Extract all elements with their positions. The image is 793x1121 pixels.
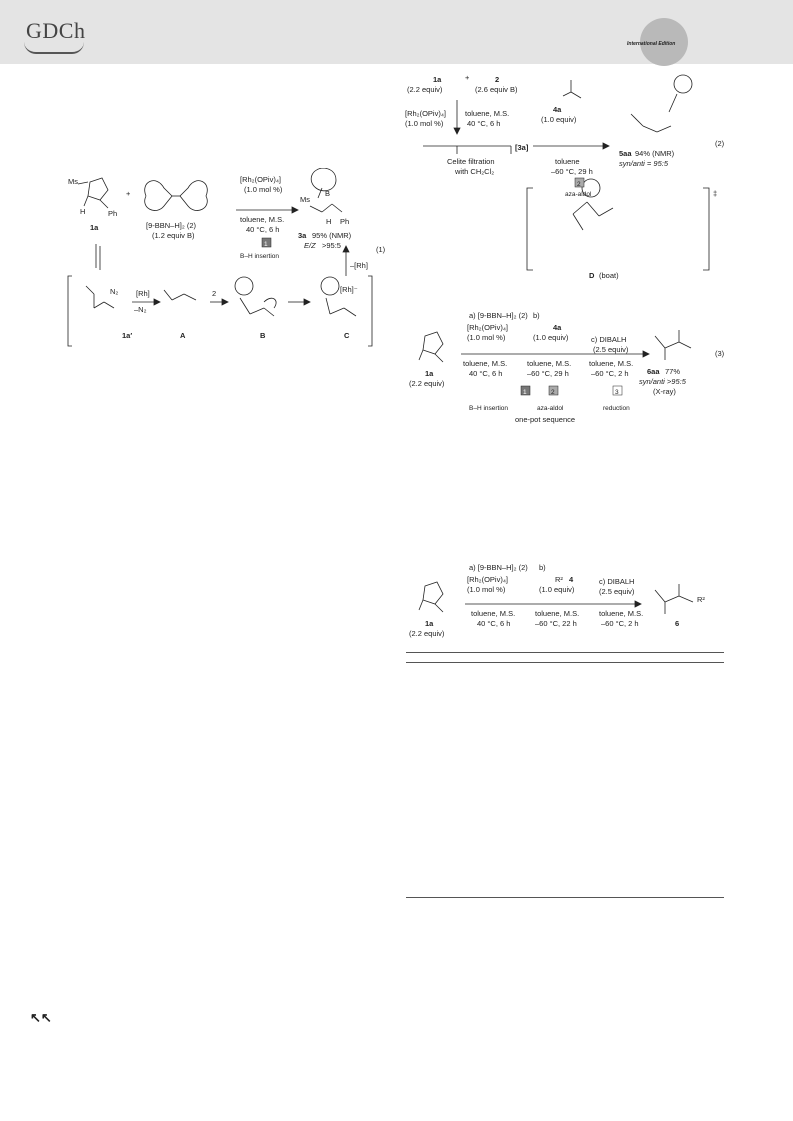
step-label-aza-aldol: aza-aldol: [565, 191, 592, 198]
table-bottom-rule: [406, 897, 724, 898]
rh-label: [Rh]: [136, 289, 150, 298]
cond-c-solvent: toluene, M.S.: [589, 359, 634, 368]
step-a-label: a) [9-BBN–H]₂ (2): [469, 563, 528, 572]
badge-1-label: B–H insertion: [469, 405, 509, 412]
compound-1a-label: 1a: [90, 223, 99, 232]
solvent-label: toluene, M.S.: [240, 215, 285, 224]
catalyst-loading: (1.0 mol %): [244, 185, 283, 194]
intermediate-a-label: A: [180, 331, 186, 340]
minus-rh-label: –[Rh]: [350, 261, 368, 270]
catalyst-label: [Rh₂(OPiv)₄]: [405, 109, 446, 118]
condition-toluene: toluene: [555, 157, 580, 166]
intermediate-3a: [3a]: [515, 143, 529, 152]
cond-b-solvent: toluene, M.S.: [527, 359, 572, 368]
edition-label: International Edition: [627, 41, 676, 47]
cond-c-temp: –60 °C, 2 h: [591, 369, 629, 378]
equation-number-1: (1): [376, 245, 386, 254]
intermediate-c-label: C: [344, 331, 350, 340]
cond-a-solvent: toluene, M.S.: [471, 609, 516, 618]
aldehyde-equiv: (1.0 equiv): [539, 585, 575, 594]
workup-solvent: with CH₂Cl₂: [455, 167, 495, 176]
gdch-logo-swoosh: [24, 42, 84, 54]
ez-ratio: >95:5: [322, 241, 341, 250]
product-ph-label: Ph: [340, 217, 350, 226]
step-b-label: b): [539, 563, 546, 572]
ts-dagger: ‡: [713, 189, 718, 198]
table-top-rule: [406, 652, 724, 653]
reagent-2-label: 2: [495, 75, 500, 84]
sm-1a-label: 1a: [425, 369, 434, 378]
aldehyde-4-label: 4: [569, 575, 574, 584]
product-r2-label: R²: [697, 595, 705, 604]
sm-1a-equiv: (2.2 equiv): [409, 379, 445, 388]
product-6-label: 6: [675, 619, 680, 628]
temperature-label: 40 °C, 6 h: [246, 225, 280, 234]
catalyst-label: [Rh₂(OPiv)₄]: [240, 175, 281, 184]
cond-c-temp: –60 °C, 2 h: [601, 619, 639, 628]
condition-solvent: toluene, M.S.: [465, 109, 510, 118]
sm-1a-equiv: (2.2 equiv): [409, 629, 445, 638]
sm-1a-label: 1a: [425, 619, 434, 628]
aldehyde-r2-label: R²: [555, 575, 563, 584]
compound-1a-prime-label: 1a′: [122, 331, 133, 340]
condition-temp-low: –60 °C, 29 h: [551, 167, 593, 176]
reagent-2-equiv: (2.6 equiv B): [475, 85, 518, 94]
cond-b-temp: –60 °C, 22 h: [535, 619, 577, 628]
cond-a-temp: 40 °C, 6 h: [477, 619, 511, 628]
n2-label: N₂: [110, 287, 119, 296]
equation-number-2: (2): [715, 139, 725, 148]
product-5aa-label: 5aa: [619, 149, 632, 158]
plus-sign: +: [465, 73, 470, 82]
minus-n2-label: –N₂: [134, 305, 147, 314]
product-5aa-dr: syn/anti = 95:5: [619, 159, 668, 168]
product-6aa-note: (X-ray): [653, 387, 676, 396]
ph-label: Ph: [108, 209, 118, 218]
badge-2-number: 2: [551, 389, 555, 396]
step-badge-2-number: 2: [577, 181, 581, 188]
step-badge-1-number: 1: [264, 241, 268, 248]
dibalh-equiv: (2.5 equiv): [599, 587, 635, 596]
ts-d-label: D: [589, 271, 595, 280]
cond-a-temp: 40 °C, 6 h: [469, 369, 503, 378]
product-6aa-label: 6aa: [647, 367, 660, 376]
product-6aa-dr: syn/anti >95:5: [639, 377, 686, 386]
step-c-label: c) DIBALH: [599, 577, 635, 586]
aldehyde-4a-label: 4a: [553, 323, 562, 332]
compound-3a-label: 3a: [298, 231, 307, 240]
product-b-label: B: [325, 189, 331, 198]
h-label: H: [80, 207, 86, 216]
badge-3-number: 3: [615, 389, 619, 396]
borane-equiv: (1.2 equiv B): [152, 231, 195, 240]
ts-d-desc: (boat): [599, 271, 619, 280]
catalyst-loading: (1.0 mol %): [467, 333, 506, 342]
product-h-label: H: [326, 217, 332, 226]
equation-number-3: (3): [715, 349, 725, 358]
cond-a-solvent: toluene, M.S.: [463, 359, 508, 368]
step-b-label: b): [533, 311, 540, 320]
badge-2-label: aza-aldol: [537, 405, 564, 412]
aldehyde-equiv: (1.0 equiv): [541, 115, 577, 124]
cond-c-solvent: toluene, M.S.: [599, 609, 644, 618]
back-to-top-arrows[interactable]: ↖↖: [30, 1010, 52, 1025]
condition-temp: 40 °C, 6 h: [467, 119, 501, 128]
scheme-2-aza-aldol: [403, 70, 733, 290]
reagent-1a-label: 1a: [433, 75, 442, 84]
dibalh-equiv: (2.5 equiv): [593, 345, 629, 354]
ms-label: Ms: [68, 177, 78, 186]
step-a-label: a) [9-BBN–H]₂ (2): [469, 311, 528, 320]
step-c-label: c) DIBALH: [591, 335, 627, 344]
ez-prefix: E/Z: [304, 241, 316, 250]
badge-3-label: reduction: [603, 405, 630, 412]
reagent-1a-equiv: (2.2 equiv): [407, 85, 443, 94]
compound-3a-yield: 95% (NMR): [312, 231, 352, 240]
product-ms-label: Ms: [300, 195, 310, 204]
plus-sign: +: [126, 189, 131, 198]
reagent-2-label: 2: [212, 289, 217, 298]
cond-b-solvent: toluene, M.S.: [535, 609, 580, 618]
borane-label: [9-BBN–H]₂ (2): [146, 221, 197, 230]
aldehyde-equiv: (1.0 equiv): [533, 333, 569, 342]
step-label-bh-insertion: B–H insertion: [240, 253, 280, 260]
catalyst-label: [Rh₂(OPiv)₄]: [467, 575, 508, 584]
gdch-logo: GDCh: [26, 18, 86, 43]
intermediate-b-label: B: [260, 331, 266, 340]
scheme-3-one-pot-sequence: [403, 308, 733, 428]
table-header-rule: [406, 662, 724, 663]
aldehyde-4a-label: 4a: [553, 105, 562, 114]
product-6aa-yield: 77%: [665, 367, 681, 376]
product-5aa-yield: 94% (NMR): [635, 149, 675, 158]
catalyst-label: [Rh₂(OPiv)₄]: [467, 323, 508, 332]
badge-1-number: 1: [523, 389, 527, 396]
catalyst-loading: (1.0 mol %): [467, 585, 506, 594]
catalyst-loading: (1.0 mol %): [405, 119, 444, 128]
workup-celite: Celite filtration: [447, 157, 495, 166]
scheme-4-table-header: [403, 560, 733, 650]
one-pot-label: one-pot sequence: [515, 415, 576, 424]
rh-anion-label: [Rh]⁻: [340, 285, 358, 294]
scheme-1-rh-catalyzed-bh-insertion: [60, 168, 390, 348]
cond-b-temp: –60 °C, 29 h: [527, 369, 569, 378]
